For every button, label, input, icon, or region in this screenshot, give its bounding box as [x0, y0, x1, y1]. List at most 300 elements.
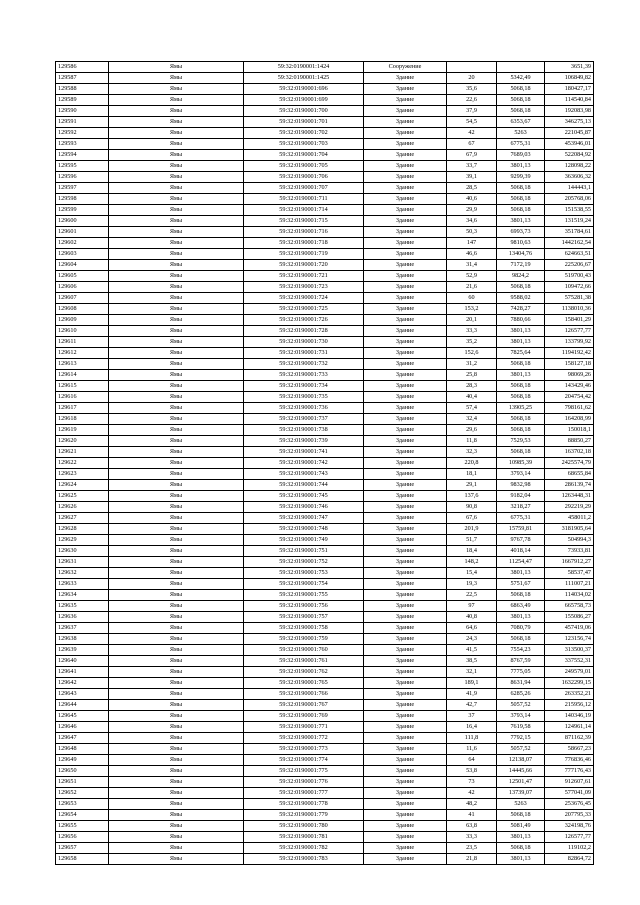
cadastral-number-cell: 59:32:0190001:756: [244, 601, 364, 612]
area-cell: 51,7: [447, 535, 497, 546]
settlement-name-cell: Ямы: [109, 832, 244, 843]
record-number-cell: 129656: [56, 832, 109, 843]
cadastral-price-cell: 7529,53: [497, 436, 545, 447]
area-cell: [447, 62, 497, 73]
cadastral-price-cell: 6775,31: [497, 513, 545, 524]
object-type-cell: Здание: [364, 458, 447, 469]
cadastral-value-cell: 504994,3: [545, 535, 594, 546]
cadastral-price-cell: 5057,52: [497, 744, 545, 755]
table-row: [56, 128, 594, 139]
area-cell: 33,7: [447, 161, 497, 172]
record-number-cell: 129599: [56, 205, 109, 216]
cadastral-price-cell: 3801,13: [497, 216, 545, 227]
settlement-name-cell: Ямы: [109, 392, 244, 403]
object-type-cell: Здание: [364, 502, 447, 513]
area-cell: 16,4: [447, 722, 497, 733]
cadastral-value-cell: 453946,01: [545, 139, 594, 150]
area-cell: 67,6: [447, 513, 497, 524]
cadastral-number-cell: 59:32:0190001:700: [244, 106, 364, 117]
cadastral-number-cell: 59:32:0190001:741: [244, 447, 364, 458]
record-number-cell: 129621: [56, 447, 109, 458]
cadastral-price-cell: 3801,13: [497, 568, 545, 579]
settlement-name-cell: Ямы: [109, 810, 244, 821]
cadastral-value-cell: 144443,1: [545, 183, 594, 194]
object-type-cell: Здание: [364, 788, 447, 799]
cadastral-value-cell: 106849,82: [545, 73, 594, 84]
area-cell: 67,9: [447, 150, 497, 161]
area-cell: 18,1: [447, 469, 497, 480]
cadastral-number-cell: 59:32:0190001:730: [244, 337, 364, 348]
object-type-cell: Здание: [364, 216, 447, 227]
settlement-name-cell: Ямы: [109, 194, 244, 205]
area-cell: 63,8: [447, 821, 497, 832]
record-number-cell: 129641: [56, 667, 109, 678]
cadastral-value-cell: 140346,19: [545, 711, 594, 722]
cadastral-price-cell: 3218,27: [497, 502, 545, 513]
object-type-cell: Здание: [364, 557, 447, 568]
cadastral-price-cell: 9824,2: [497, 271, 545, 282]
cadastral-number-cell: 59:32:0190001:754: [244, 579, 364, 590]
area-cell: 37,9: [447, 106, 497, 117]
cadastral-number-cell: 59:32:0190001:769: [244, 711, 364, 722]
object-type-cell: Здание: [364, 535, 447, 546]
table-row: [56, 678, 594, 689]
area-cell: 40,4: [447, 392, 497, 403]
settlement-name-cell: Ямы: [109, 634, 244, 645]
record-number-cell: 129594: [56, 150, 109, 161]
cadastral-price-cell: 5068,18: [497, 381, 545, 392]
table-row: [56, 238, 594, 249]
settlement-name-cell: Ямы: [109, 711, 244, 722]
cadastral-number-cell: 59:32:0190001:776: [244, 777, 364, 788]
settlement-name-cell: Ямы: [109, 359, 244, 370]
table-row: [56, 403, 594, 414]
settlement-name-cell: Ямы: [109, 139, 244, 150]
area-cell: 148,2: [447, 557, 497, 568]
cadastral-number-cell: 59:32:0190001:761: [244, 656, 364, 667]
cadastral-number-cell: 59:32:0190001:771: [244, 722, 364, 733]
cadastral-number-cell: 59:32:0190001:726: [244, 315, 364, 326]
cadastral-value-cell: 249579,01: [545, 667, 594, 678]
table-row: [56, 249, 594, 260]
area-cell: 90,8: [447, 502, 497, 513]
cadastral-price-cell: 5263: [497, 799, 545, 810]
object-type-cell: Здание: [364, 480, 447, 491]
area-cell: 147: [447, 238, 497, 249]
cadastral-value-cell: 624663,51: [545, 249, 594, 260]
settlement-name-cell: Ямы: [109, 425, 244, 436]
record-number-cell: 129626: [56, 502, 109, 513]
cadastral-price-cell: 5068,18: [497, 106, 545, 117]
cadastral-price-cell: 3801,13: [497, 337, 545, 348]
cadastral-price-cell: 7428,27: [497, 304, 545, 315]
area-cell: 201,9: [447, 524, 497, 535]
area-cell: 21,8: [447, 854, 497, 865]
settlement-name-cell: Ямы: [109, 513, 244, 524]
settlement-name-cell: Ямы: [109, 238, 244, 249]
record-number-cell: 129651: [56, 777, 109, 788]
object-type-cell: Здание: [364, 667, 447, 678]
cadastral-value-cell: 114540,84: [545, 95, 594, 106]
cadastral-number-cell: 59:32:0190001:715: [244, 216, 364, 227]
cadastral-value-cell: 158127,18: [545, 359, 594, 370]
cadastral-number-cell: 59:32:0190001:703: [244, 139, 364, 150]
cadastral-price-cell: 5068,18: [497, 359, 545, 370]
cadastral-value-cell: 286139,74: [545, 480, 594, 491]
record-number-cell: 129604: [56, 260, 109, 271]
settlement-name-cell: Ямы: [109, 370, 244, 381]
area-cell: 22,6: [447, 95, 497, 106]
cadastral-number-cell: 59:32:0190001:725: [244, 304, 364, 315]
cadastral-price-cell: 3793,14: [497, 711, 545, 722]
cadastral-price-cell: 5068,18: [497, 447, 545, 458]
record-number-cell: 129627: [56, 513, 109, 524]
area-cell: 40,8: [447, 612, 497, 623]
cadastral-value-cell: 98069,26: [545, 370, 594, 381]
cadastral-price-cell: 7825,64: [497, 348, 545, 359]
settlement-name-cell: Ямы: [109, 821, 244, 832]
cadastral-value-cell: 68655,84: [545, 469, 594, 480]
object-type-cell: Здание: [364, 194, 447, 205]
settlement-name-cell: Ямы: [109, 271, 244, 282]
record-number-cell: 129622: [56, 458, 109, 469]
area-cell: 28,3: [447, 381, 497, 392]
settlement-name-cell: Ямы: [109, 766, 244, 777]
settlement-name-cell: Ямы: [109, 117, 244, 128]
record-number-cell: 129619: [56, 425, 109, 436]
settlement-name-cell: Ямы: [109, 601, 244, 612]
area-cell: 73: [447, 777, 497, 788]
settlement-name-cell: Ямы: [109, 502, 244, 513]
area-cell: 31,2: [447, 359, 497, 370]
record-number-cell: 129589: [56, 95, 109, 106]
record-number-cell: 129596: [56, 172, 109, 183]
property-table: [55, 61, 594, 865]
cadastral-number-cell: 59:32:0190001:701: [244, 117, 364, 128]
settlement-name-cell: Ямы: [109, 172, 244, 183]
settlement-name-cell: Ямы: [109, 645, 244, 656]
settlement-name-cell: Ямы: [109, 84, 244, 95]
settlement-name-cell: Ямы: [109, 568, 244, 579]
table-row: [56, 810, 594, 821]
cadastral-value-cell: 164208,99: [545, 414, 594, 425]
cadastral-price-cell: 7080,79: [497, 623, 545, 634]
object-type-cell: Здание: [364, 249, 447, 260]
cadastral-price-cell: 7689,03: [497, 150, 545, 161]
cadastral-price-cell: 5081,49: [497, 821, 545, 832]
cadastral-value-cell: 123156,74: [545, 634, 594, 645]
record-number-cell: 129602: [56, 238, 109, 249]
cadastral-number-cell: 59:32:0190001:780: [244, 821, 364, 832]
cadastral-value-cell: 151538,55: [545, 205, 594, 216]
cadastral-number-cell: 59:32:0190001:734: [244, 381, 364, 392]
object-type-cell: Здание: [364, 73, 447, 84]
cadastral-value-cell: 3181905,64: [545, 524, 594, 535]
object-type-cell: Здание: [364, 689, 447, 700]
table-row: [56, 469, 594, 480]
table-row: [56, 513, 594, 524]
object-type-cell: Здание: [364, 755, 447, 766]
area-cell: 19,3: [447, 579, 497, 590]
cadastral-price-cell: 15759,81: [497, 524, 545, 535]
table-row: [56, 601, 594, 612]
area-cell: 64: [447, 755, 497, 766]
area-cell: 11,8: [447, 436, 497, 447]
cadastral-number-cell: 59:32:0190001:766: [244, 689, 364, 700]
cadastral-value-cell: 215956,12: [545, 700, 594, 711]
settlement-name-cell: Ямы: [109, 777, 244, 788]
object-type-cell: Здание: [364, 139, 447, 150]
record-number-cell: 129642: [56, 678, 109, 689]
record-number-cell: 129625: [56, 491, 109, 502]
area-cell: 22,5: [447, 590, 497, 601]
cadastral-number-cell: 59:32:0190001:733: [244, 370, 364, 381]
cadastral-value-cell: 346275,13: [545, 117, 594, 128]
area-cell: 20,1: [447, 315, 497, 326]
object-type-cell: Здание: [364, 392, 447, 403]
cadastral-number-cell: 59:32:0190001:781: [244, 832, 364, 843]
record-number-cell: 129587: [56, 73, 109, 84]
record-number-cell: 129632: [56, 568, 109, 579]
cadastral-number-cell: 59:32:0190001:723: [244, 282, 364, 293]
object-type-cell: Здание: [364, 766, 447, 777]
object-type-cell: Здание: [364, 326, 447, 337]
settlement-name-cell: Ямы: [109, 128, 244, 139]
cadastral-price-cell: 3801,13: [497, 854, 545, 865]
object-type-cell: Здание: [364, 227, 447, 238]
cadastral-price-cell: 5068,18: [497, 95, 545, 106]
cadastral-price-cell: 13739,07: [497, 788, 545, 799]
table-row: [56, 414, 594, 425]
cadastral-value-cell: 292219,29: [545, 502, 594, 513]
area-cell: 24,3: [447, 634, 497, 645]
table-row: [56, 326, 594, 337]
object-type-cell: Здание: [364, 590, 447, 601]
cadastral-number-cell: 59:32:0190001:706: [244, 172, 364, 183]
record-number-cell: 129652: [56, 788, 109, 799]
settlement-name-cell: Ямы: [109, 183, 244, 194]
table-row: [56, 645, 594, 656]
table-row: [56, 381, 594, 392]
cadastral-value-cell: 88850,27: [545, 436, 594, 447]
cadastral-value-cell: 458011,2: [545, 513, 594, 524]
area-cell: 42,7: [447, 700, 497, 711]
table-row: [56, 656, 594, 667]
table-row: [56, 216, 594, 227]
cadastral-number-cell: 59:32:0190001:758: [244, 623, 364, 634]
record-number-cell: 129631: [56, 557, 109, 568]
object-type-cell: Здание: [364, 161, 447, 172]
cadastral-price-cell: 13905,25: [497, 403, 545, 414]
cadastral-value-cell: 207795,33: [545, 810, 594, 821]
cadastral-price-cell: 9588,02: [497, 293, 545, 304]
settlement-name-cell: Ямы: [109, 788, 244, 799]
object-type-cell: Здание: [364, 843, 447, 854]
cadastral-price-cell: 5068,18: [497, 84, 545, 95]
object-type-cell: Здание: [364, 447, 447, 458]
record-number-cell: 129655: [56, 821, 109, 832]
table-row: [56, 832, 594, 843]
settlement-name-cell: Ямы: [109, 799, 244, 810]
cadastral-price-cell: 5057,52: [497, 700, 545, 711]
settlement-name-cell: Ямы: [109, 623, 244, 634]
record-number-cell: 129634: [56, 590, 109, 601]
object-type-cell: Здание: [364, 348, 447, 359]
table-row: [56, 590, 594, 601]
settlement-name-cell: Ямы: [109, 161, 244, 172]
cadastral-value-cell: 253676,45: [545, 799, 594, 810]
table-row: [56, 150, 594, 161]
object-type-cell: Здание: [364, 821, 447, 832]
table-row: [56, 117, 594, 128]
cadastral-price-cell: 10985,39: [497, 458, 545, 469]
table-row: [56, 502, 594, 513]
area-cell: 31,4: [447, 260, 497, 271]
cadastral-price-cell: 14445,66: [497, 766, 545, 777]
object-type-cell: Здание: [364, 601, 447, 612]
record-number-cell: 129595: [56, 161, 109, 172]
cadastral-value-cell: 1194192,42: [545, 348, 594, 359]
area-cell: 97: [447, 601, 497, 612]
area-cell: 111,8: [447, 733, 497, 744]
record-number-cell: 129607: [56, 293, 109, 304]
cadastral-value-cell: 109472,66: [545, 282, 594, 293]
area-cell: 35,2: [447, 337, 497, 348]
cadastral-value-cell: 324198,76: [545, 821, 594, 832]
object-type-cell: Здание: [364, 700, 447, 711]
cadastral-price-cell: 5068,18: [497, 194, 545, 205]
area-cell: 54,5: [447, 117, 497, 128]
object-type-cell: Здание: [364, 744, 447, 755]
cadastral-value-cell: 133799,92: [545, 337, 594, 348]
cadastral-value-cell: 180427,17: [545, 84, 594, 95]
record-number-cell: 129605: [56, 271, 109, 282]
table-row: [56, 700, 594, 711]
area-cell: 42: [447, 788, 497, 799]
cadastral-number-cell: 59:32:0190001:767: [244, 700, 364, 711]
cadastral-price-cell: 5068,18: [497, 590, 545, 601]
cadastral-value-cell: 313500,37: [545, 645, 594, 656]
object-type-cell: Здание: [364, 304, 447, 315]
record-number-cell: 129586: [56, 62, 109, 73]
settlement-name-cell: Ямы: [109, 667, 244, 678]
cadastral-price-cell: 11254,47: [497, 557, 545, 568]
table-row: [56, 260, 594, 271]
cadastral-number-cell: 59:32:0190001:773: [244, 744, 364, 755]
object-type-cell: Здание: [364, 678, 447, 689]
table-row: [56, 271, 594, 282]
record-number-cell: 129615: [56, 381, 109, 392]
table-row: [56, 744, 594, 755]
record-number-cell: 129620: [56, 436, 109, 447]
settlement-name-cell: Ямы: [109, 579, 244, 590]
settlement-name-cell: Ямы: [109, 73, 244, 84]
table-row: [56, 799, 594, 810]
cadastral-price-cell: 3801,13: [497, 161, 545, 172]
cadastral-price-cell: 3801,13: [497, 612, 545, 623]
area-cell: 153,2: [447, 304, 497, 315]
object-type-cell: Здание: [364, 799, 447, 810]
cadastral-number-cell: 59:32:0190001:774: [244, 755, 364, 766]
cadastral-number-cell: 59:32:0190001:736: [244, 403, 364, 414]
object-type-cell: Здание: [364, 546, 447, 557]
cadastral-value-cell: 155086,27: [545, 612, 594, 623]
object-type-cell: Здание: [364, 183, 447, 194]
object-type-cell: Здание: [364, 337, 447, 348]
table-row: [56, 612, 594, 623]
record-number-cell: 129616: [56, 392, 109, 403]
record-number-cell: 129618: [56, 414, 109, 425]
area-cell: 57,4: [447, 403, 497, 414]
record-number-cell: 129609: [56, 315, 109, 326]
cadastral-number-cell: 59:32:0190001:752: [244, 557, 364, 568]
cadastral-number-cell: 59:32:0190001:762: [244, 667, 364, 678]
record-number-cell: 129614: [56, 370, 109, 381]
record-number-cell: 129643: [56, 689, 109, 700]
cadastral-value-cell: 192083,98: [545, 106, 594, 117]
cadastral-number-cell: 59:32:0190001:782: [244, 843, 364, 854]
table-row: [56, 436, 594, 447]
object-type-cell: Здание: [364, 293, 447, 304]
record-number-cell: 129640: [56, 656, 109, 667]
table-row: [56, 106, 594, 117]
cadastral-number-cell: 59:32:0190001:742: [244, 458, 364, 469]
object-type-cell: Здание: [364, 315, 447, 326]
settlement-name-cell: Ямы: [109, 95, 244, 106]
record-number-cell: 129647: [56, 733, 109, 744]
cadastral-price-cell: 3801,13: [497, 832, 545, 843]
object-type-cell: Здание: [364, 271, 447, 282]
object-type-cell: Здание: [364, 436, 447, 447]
record-number-cell: 129617: [56, 403, 109, 414]
cadastral-price-cell: 9832,98: [497, 480, 545, 491]
area-cell: 38,5: [447, 656, 497, 667]
table-row: [56, 293, 594, 304]
settlement-name-cell: Ямы: [109, 678, 244, 689]
object-type-cell: Здание: [364, 150, 447, 161]
cadastral-number-cell: 59:32:0190001:721: [244, 271, 364, 282]
settlement-name-cell: Ямы: [109, 315, 244, 326]
record-number-cell: 129623: [56, 469, 109, 480]
record-number-cell: 129635: [56, 601, 109, 612]
table-row: [56, 337, 594, 348]
area-cell: 137,6: [447, 491, 497, 502]
settlement-name-cell: Ямы: [109, 524, 244, 535]
object-type-cell: Здание: [364, 568, 447, 579]
table-row: [56, 172, 594, 183]
object-type-cell: Здание: [364, 733, 447, 744]
table-row: [56, 458, 594, 469]
cadastral-value-cell: 126577,77: [545, 832, 594, 843]
table-row: [56, 62, 594, 73]
cadastral-number-cell: 59:32:0190001:699: [244, 95, 364, 106]
cadastral-price-cell: 3801,13: [497, 326, 545, 337]
cadastral-price-cell: 3801,13: [497, 370, 545, 381]
table-row: [56, 491, 594, 502]
table-row: [56, 95, 594, 106]
area-cell: 53,8: [447, 766, 497, 777]
record-number-cell: 129606: [56, 282, 109, 293]
cadastral-number-cell: 59:32:0190001:772: [244, 733, 364, 744]
cadastral-price-cell: 5068,18: [497, 392, 545, 403]
cadastral-value-cell: 577041,09: [545, 788, 594, 799]
area-cell: 52,9: [447, 271, 497, 282]
cadastral-value-cell: 204754,42: [545, 392, 594, 403]
record-number-cell: 129637: [56, 623, 109, 634]
area-cell: 25,8: [447, 370, 497, 381]
object-type-cell: Здание: [364, 84, 447, 95]
settlement-name-cell: Ямы: [109, 62, 244, 73]
